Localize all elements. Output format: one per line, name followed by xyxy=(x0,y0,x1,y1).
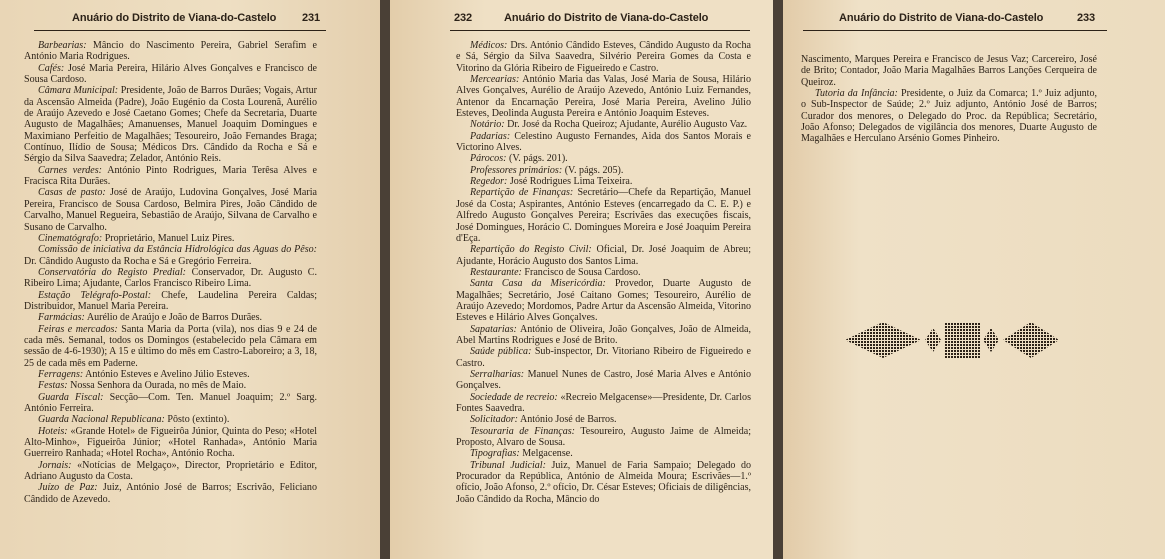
directory-entry xyxy=(24,63,317,86)
header-rule xyxy=(450,30,750,31)
entry-text: Conservador, Dr. Augusto C. Ribeiro Lima; Ajudante, Carlos Francisco Ribeiro Lima. xyxy=(24,266,317,290)
entry-text: «Recreio Melgacense»—Presidente, Dr. Carlos Fontes Saavedra. xyxy=(456,391,751,414)
directory-entry xyxy=(24,392,317,415)
right-diamond xyxy=(1003,322,1059,358)
entry-label: Saúde pública: xyxy=(470,346,532,358)
directory-entry xyxy=(24,187,317,232)
directory-entry xyxy=(24,369,317,380)
directory-entry xyxy=(456,244,751,267)
directory-entry xyxy=(456,176,751,187)
entry-label: Juízo de Paz: xyxy=(38,482,98,494)
entry-label: Professores primários: xyxy=(470,164,563,176)
entry-label: Tutoria da Infância: xyxy=(815,88,898,100)
entry-label: Hoteis: xyxy=(38,425,68,437)
entry-label: Casas de pasto: xyxy=(38,187,106,199)
entry-label: Barbearias: xyxy=(38,40,87,51)
directory-entry xyxy=(456,153,751,164)
directory-entry xyxy=(24,244,317,267)
entry-text: Proprietário, Manuel Luiz Pires. xyxy=(102,232,235,244)
entry-text: Chefe, Laudelina Pereira Caldas; Distribuidor, Manuel Maria Pereira. xyxy=(24,289,317,312)
entry-label: Sociedade de recreio: xyxy=(470,391,558,403)
page-body xyxy=(801,54,1097,145)
page-232 xyxy=(390,0,773,559)
entry-label: Repartição de Finanças: xyxy=(470,187,574,199)
entry-text: Drs. António Cândido Esteves, Cândido Augusto da Rocha e Sá, Sérgio da Silva Saavedra, Silvério Pereira Gomes da Costa e Vitorino da Glória Ribeiro de Figueiredo e Castro. xyxy=(456,40,751,74)
entry-text: António José de Barros. xyxy=(518,414,617,426)
directory-entry xyxy=(24,312,317,323)
page-number: 231 xyxy=(302,12,321,24)
directory-entry xyxy=(456,369,751,392)
entry-text: Juiz, Manuel de Faria Sampaio; Delegado do Procurador da República, António de Almeida Moura; Escrivães—1.º ofício, João Afonso, 2.º ofício, Dr. César Esteves; Oficiais de diligências, João Cândido da Rocha, Mâncio do xyxy=(456,459,752,505)
center-square xyxy=(944,322,980,358)
entry-text: (V. págs. 205). xyxy=(562,164,624,176)
entry-label: Jornais: xyxy=(38,459,72,471)
entry-label: Farmácias: xyxy=(38,312,85,324)
entry-text: Celestino Augusto Fernandes, Aida dos Santos Morais e Victorino Alves. xyxy=(456,130,751,154)
entry-text: Dr. Cândido Augusto da Rocha e Sá e Gregório Ferreira. xyxy=(24,255,252,267)
directory-entry xyxy=(24,380,317,391)
entry-text: Nossa Senhora da Ourada, no mês de Maio. xyxy=(67,380,247,392)
page-231 xyxy=(0,0,380,559)
page-body xyxy=(456,40,751,505)
entry-text: Juiz, António José de Barros; Escrivão, Feliciano Cândido de Azevedo. xyxy=(24,482,317,505)
directory-entry xyxy=(24,290,317,313)
running-header xyxy=(390,12,773,30)
directory-entry xyxy=(456,324,751,347)
entry-label: Festas: xyxy=(38,380,68,392)
header-title: Anuário do Distrito de Viana-do-Castelo xyxy=(504,12,709,24)
page-number: 233 xyxy=(1077,12,1096,24)
entry-text: José Rodrigues Lima Teixeira. xyxy=(507,176,633,188)
entry-label: Tesouraria de Finanças: xyxy=(470,425,575,437)
directory-entry xyxy=(801,54,1097,88)
entry-text: Santa Maria da Porta (vila), nos dias 9 e 24 de cada mês. Semanal, todos os Domingos (estabelecido pela Câmara em sessão de 4-6-1930); A 15 e último do mês em Castro-Laboreiro; a 3, 18, 25 de cada mês em Paderne. xyxy=(24,323,317,369)
entry-text: António Esteves e Avelino Júlio Esteves. xyxy=(83,368,250,380)
directory-entry xyxy=(24,426,317,460)
right-small-diamond xyxy=(983,328,999,352)
directory-entry xyxy=(24,267,317,290)
header-title: Anuário do Distrito de Viana-do-Castelo xyxy=(839,12,1044,24)
entry-text: (V. págs. 201). xyxy=(506,153,568,165)
entry-text: Aurélio de Araújo e João de Barros Durães. xyxy=(84,312,263,324)
entry-label: Feiras e mercados: xyxy=(38,323,118,335)
directory-entry xyxy=(456,392,751,415)
entry-label: Padarias: xyxy=(470,130,511,142)
left-small-diamond xyxy=(925,328,941,352)
directory-entry xyxy=(456,278,751,323)
entry-label: Mercearias: xyxy=(470,74,520,86)
directory-entry xyxy=(24,85,317,164)
entry-text: António Maria das Valas, José Maria de Sousa, Hilário Alves Gonçalves, Aurélio de Araújo Azevedo, António Luiz Fernandes, Antenor da Encarnação Pereira, José Maria Pereira, Avelino Júlio Esteves, Deolinda Augusta Pereira e António Joaquim Esteves. xyxy=(456,74,751,120)
directory-entry xyxy=(24,40,317,63)
entry-label: Cafés: xyxy=(38,62,65,74)
page-number: 232 xyxy=(454,12,473,24)
running-header xyxy=(0,12,380,30)
header-rule xyxy=(803,30,1107,31)
directory-entry xyxy=(456,448,751,459)
entry-text: Provedor, Duarte Augusto de Magalhães; Secretário, José Caitano Gomes; Tesoureiro, Aurélio de Araújo Azevedo; Mordomos, Padre Artur da Ascensão Almeida, Vitorino Esteves e Hilário Alves Gonçalves. xyxy=(456,278,751,324)
directory-entry xyxy=(456,426,751,449)
entry-label: Câmara Municipal: xyxy=(38,85,119,97)
entry-label: Regedor: xyxy=(470,176,508,188)
entry-text: Mâncio do Nascimento Pereira, Gabriel Serafim e António Maria Rodrigues. xyxy=(24,40,317,63)
directory-entry xyxy=(24,482,317,505)
entry-text: Tesoureiro, Augusto Jaime de Almeida; Proposto, Alvaro de Sousa. xyxy=(456,425,751,449)
directory-entry xyxy=(456,131,751,154)
entry-label: Tribunal Judicial: xyxy=(470,459,546,471)
directory-entry xyxy=(456,267,751,278)
entry-label: Conservatória do Registo Predial: xyxy=(38,266,187,278)
directory-entry xyxy=(456,187,751,244)
entry-label: Serralharias: xyxy=(470,368,525,380)
directory-entry xyxy=(24,460,317,483)
page-233 xyxy=(783,0,1165,559)
directory-entry xyxy=(24,165,317,188)
entry-label: Guarda Fiscal: xyxy=(38,391,104,403)
entry-label: Restaurante: xyxy=(470,266,522,278)
entry-label: Cinematógrafo: xyxy=(38,232,103,244)
header-rule xyxy=(34,30,326,31)
entry-text: Secretário—Chefe da Repartição, Manuel José da Costa; Aspirantes, António Esteves (encarregado da C. E. P.) e Alfredo Augusto Gonçalves Pereira; Escrivães das execuções fiscais, José Domingues, Horácio C. Domingues Moreira e José Joaquim Pereira d'Eça. xyxy=(456,187,751,244)
entry-text: José Maria Pereira, Hilário Alves Gonçalves e Francisco de Sousa Cardoso. xyxy=(24,62,317,86)
entry-label: Ferragens: xyxy=(38,368,84,380)
entry-label: Solicitador: xyxy=(470,414,518,426)
directory-entry xyxy=(801,88,1097,145)
running-header xyxy=(783,12,1165,30)
directory-entry xyxy=(456,74,751,119)
entry-text: Sub-inspector, Dr. Vitoriano Ribeiro de Figueiredo e Castro. xyxy=(456,346,752,369)
entry-text: «Notícias de Melgaço», Director, Proprietário e Editor, Adriano Augusto da Costa. xyxy=(24,459,317,483)
entry-text: Nascimento, Marques Pereira e Francisco de Jesus Vaz; Carcereiro, José de Brito; Contador, João Maria Magalhães Barros Lanções Cerqueira de Queiroz. xyxy=(801,54,1097,88)
directory-entry xyxy=(456,165,751,176)
directory-entry xyxy=(456,346,751,369)
entry-text: Oficial, Dr. José Joaquim de Abreu; Ajudante, Horácio Augusto dos Santos Lima. xyxy=(456,244,751,267)
directory-entry xyxy=(24,414,317,425)
entry-label: Carnes verdes: xyxy=(38,164,102,176)
page-body xyxy=(24,40,317,505)
entry-label: Comissão de iniciativa da Estância Hidrológica das Aguas do Pêso: xyxy=(38,244,317,256)
entry-text: António Pinto Rodrigues, Maria Terêsa Alves e Fracisca Rita Durães. xyxy=(24,164,318,188)
directory-entry xyxy=(456,414,751,425)
entry-text: «Grande Hotel» de Figueirôa Júnior, Quinta do Peso; «Hotel Alto-Minho», Figueirôa Júnior; «Hotel Ranhada», António Maria Guerreiro Ranhada; «Hotel Rocha», António Rocha. xyxy=(24,425,317,460)
entry-text: Pôsto (extinto). xyxy=(164,414,230,426)
directory-entry xyxy=(24,324,317,369)
left-diamond xyxy=(845,322,921,358)
decorative-ornament xyxy=(843,320,1063,360)
entry-text: Presidente, João de Barros Durães; Vogais, Artur da Ascensão Almeida (Padre), João Eugénio da Costa Lourenã, Aurélio de Araújo Azevedo e José Caetano Gomes; Chefe da Secretaria, Duarte Augusto de Magalhães; Amanuenses, Manuel Joaquim Domingues e Maximiano Perfeitio de Magalhães; Tesoureiro, João Fernandes Braga; Contínuo, Ilídio de Sousa; Médicos Drs. Cândido da Rocha e Sá e Sérgio da Silva Saavedra; Zelador, António Reis. xyxy=(24,85,318,165)
entry-label: Notário: xyxy=(470,119,505,131)
entry-text: José de Araújo, Ludovina Gonçalves, José Maria Pereira, Francisco de Sousa Cardoso, Belmira Pires, João Cândido de Carvalho, Manuel Regueira, Sebastião de Araújo, Silvana de Carvalho e Susano de Carvalho. xyxy=(24,187,317,233)
directory-entry xyxy=(456,40,751,74)
entry-label: Santa Casa da Misericórdia: xyxy=(470,278,606,290)
directory-entry xyxy=(456,119,751,130)
directory-entry xyxy=(456,460,751,505)
entry-text: Melgacense. xyxy=(519,448,573,460)
header-title: Anuário do Distrito de Viana-do-Castelo xyxy=(72,12,277,24)
entry-label: Médicos: xyxy=(470,40,508,51)
entry-text: Presidente, o Juiz da Comarca; 1.º Juiz adjunto, o Sub-Inspector de Saúde; 2.º Juiz adjunto, António José de Barros; Curador dos menores, o Delegado do Proc. da República; Secretário, João Afonso; Delegados de vigilância dos menores, Duarte Augusto de Magalhães e Herculano Arsénio Gomes Pinheiro. xyxy=(801,88,1097,145)
entry-text: Secção—Com. Ten. Manuel Joaquim; 2.º Sarg. António Ferreira. xyxy=(24,391,317,414)
entry-label: Tipografias: xyxy=(470,448,520,460)
entry-label: Párocos: xyxy=(470,153,507,165)
entry-text: Dr. José da Rocha Queiroz; Ajudante, Aurélio Augusto Vaz. xyxy=(504,119,748,131)
entry-text: António de Oliveira, João Gonçalves, João de Almeida, Abel Martins Rodrigues e José de Brito. xyxy=(456,323,751,346)
entry-label: Sapatarias: xyxy=(470,323,517,335)
entry-label: Repartição do Registo Civil: xyxy=(470,244,592,256)
entry-text: Francisco de Sousa Cardoso. xyxy=(521,266,641,278)
entry-text: Manuel Nunes de Castro, José Maria Alves e António Gonçalves. xyxy=(456,368,751,392)
directory-entry xyxy=(24,233,317,244)
entry-label: Estação Telégrafo-Postal: xyxy=(38,289,152,301)
entry-label: Guarda Nacional Republicana: xyxy=(38,414,165,426)
